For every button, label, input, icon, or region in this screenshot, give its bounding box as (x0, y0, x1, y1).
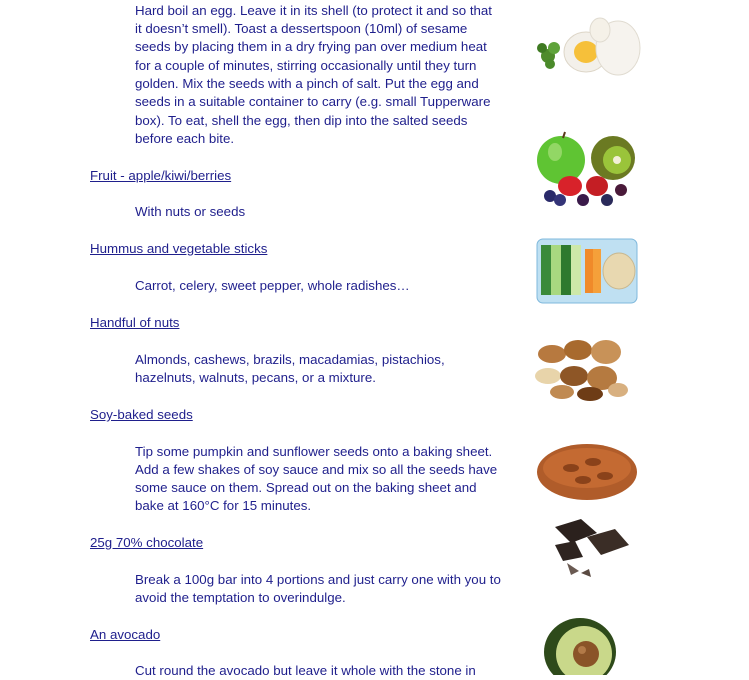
section-heading-fruit: Fruit - apple/kiwi/berries (90, 168, 232, 183)
nuts-image (530, 332, 635, 402)
section-text-avocado: Cut round the avocado but leave it whole with the stone in (135, 663, 476, 678)
section-text-seeds: Add a few shakes of soy sauce and mix so all the seeds have (135, 462, 498, 477)
section-heading-nuts: Handful of nuts (90, 315, 180, 330)
vegetable-sticks-image (535, 235, 640, 307)
egg-text-line: seeds by placing them in a dry frying pan over medium heat (135, 39, 487, 54)
section-text-nuts: hazelnuts, walnuts, pecans, or a mixture. (135, 370, 376, 385)
fruit-image (535, 130, 640, 210)
section-text-nuts: Almonds, cashews, brazils, macadamias, pistachios, (135, 352, 445, 367)
egg-text-line: golden. Mix the seeds with a pinch of salt. Put the egg and (135, 76, 479, 91)
egg-text-line: seeds in a suitable container to carry (e.g. small Tupperware (135, 94, 491, 109)
egg-text-line: it doesn’t smell). Toast a dessertspoon (10ml) of sesame (135, 21, 468, 36)
section-text-seeds: some sauce on them. Spread out on the baking sheet and (135, 480, 477, 495)
seeds-image (535, 438, 640, 503)
section-heading-seeds: Soy-baked seeds (90, 407, 193, 422)
section-text-chocolate: avoid the temptation to overindulge. (135, 590, 346, 605)
egg-text-line: box). To eat, shell the egg, then dip into the salted seeds (135, 113, 468, 128)
section-heading-chocolate: 25g 70% chocolate (90, 535, 204, 550)
avocado-image (540, 610, 635, 675)
boiled-egg-image (530, 8, 650, 78)
section-text-fruit: With nuts or seeds (135, 204, 246, 219)
section-text-chocolate: Break a 100g bar into 4 portions and just carry one with you to (135, 572, 501, 587)
section-text-seeds: Tip some pumpkin and sunflower seeds onto a baking sheet. (135, 444, 493, 459)
egg-text-line: before each bite. (135, 131, 235, 146)
section-text-seeds: bake at 160°C for 15 minutes. (135, 498, 312, 513)
chocolate-image (545, 515, 635, 580)
egg-text-line: Hard boil an egg. Leave it in its shell (to protect it and so that (135, 3, 493, 18)
section-heading-hummus: Hummus and vegetable sticks (90, 241, 268, 256)
egg-text-line: for a couple of minutes, stirring occasionally until they turn (135, 58, 477, 73)
section-heading-avocado: An avocado (90, 627, 161, 642)
section-text-hummus: Carrot, celery, sweet pepper, whole radishes… (135, 278, 410, 293)
